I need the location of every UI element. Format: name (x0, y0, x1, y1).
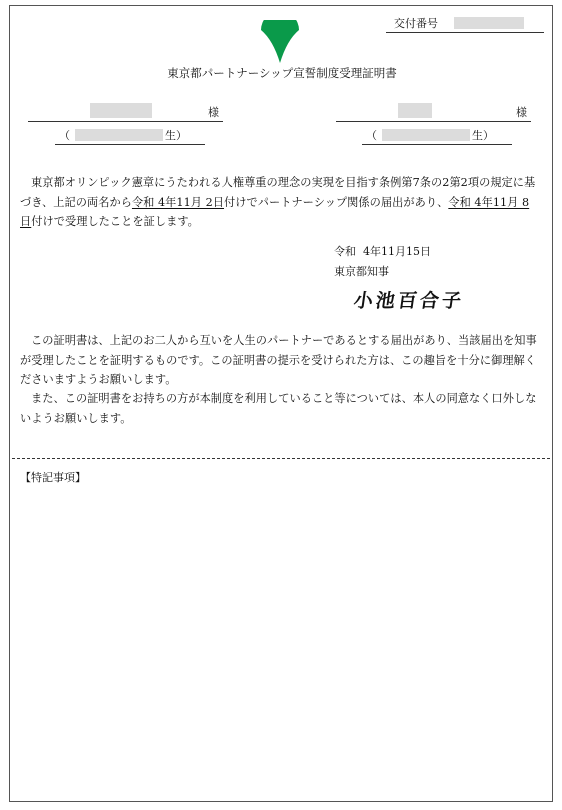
certification-text-3: 付けで受理したことを証します。 (31, 215, 199, 228)
tokyo-emblem-icon (257, 20, 303, 66)
person-2-birth-field (362, 127, 512, 145)
person-2-name-field (336, 103, 531, 122)
notice-paragraph-2: また、この証明書をお持ちの方が本制度を利用していること等については、本人の同意なく口外しないようお願いします。 (20, 392, 537, 425)
receipt-number-field (386, 14, 544, 33)
issue-date: 令和 4年11月15日 (334, 245, 431, 258)
person-2-birth-suffix: 生） (472, 129, 494, 142)
person-2-birth-open: （ (366, 129, 377, 142)
special-notes-label: 【特記事項】 (20, 471, 86, 484)
certification-paragraph (20, 173, 538, 232)
person-1-name-redacted (90, 103, 152, 118)
submission-date: 令和 4年11月 2日 (131, 195, 225, 209)
acceptance-date: 令和 4年11月 8日 (20, 195, 530, 228)
person-1-birth-field (55, 127, 205, 145)
person-1-birth-open: （ (59, 129, 70, 142)
person-2-name-redacted (398, 103, 432, 118)
certification-text-2: 付けでパートナーシップ関係の届出があり、 (224, 195, 449, 209)
receipt-number-label: 交付番号 (394, 17, 438, 30)
person-1-name-field (28, 103, 223, 122)
person-1-birth-suffix: 生） (165, 129, 187, 142)
notice-paragraph-1: この証明書は、上記のお二人から互いを人生のパートナーであるとする届出があり、当該届出を知事が受理したことを証明するものです。この証明書の提示を受けられた方は、この趣旨を十分に御理解くださいますようお願いします。 (20, 334, 537, 386)
certification-text-1: 東京都オリンピック憲章にうたわれる人権尊重の理念の実現を目指す条例第7条の2第2項の規定に基づき、上記の両名から (20, 176, 536, 209)
person-2-birth-redacted (382, 129, 470, 141)
receipt-number-redacted (454, 17, 524, 29)
person-2-honorific: 様 (516, 106, 527, 119)
issuer-title: 東京都知事 (334, 265, 389, 278)
person-1-birth-redacted (75, 129, 163, 141)
page-title: 東京都パートナーシップ宣誓制度受理証明書 (167, 66, 397, 80)
governor-signature: 小池百合子 (352, 290, 466, 312)
person-1-honorific: 様 (208, 106, 219, 119)
section-divider (12, 458, 550, 459)
certificate-page (9, 5, 553, 802)
